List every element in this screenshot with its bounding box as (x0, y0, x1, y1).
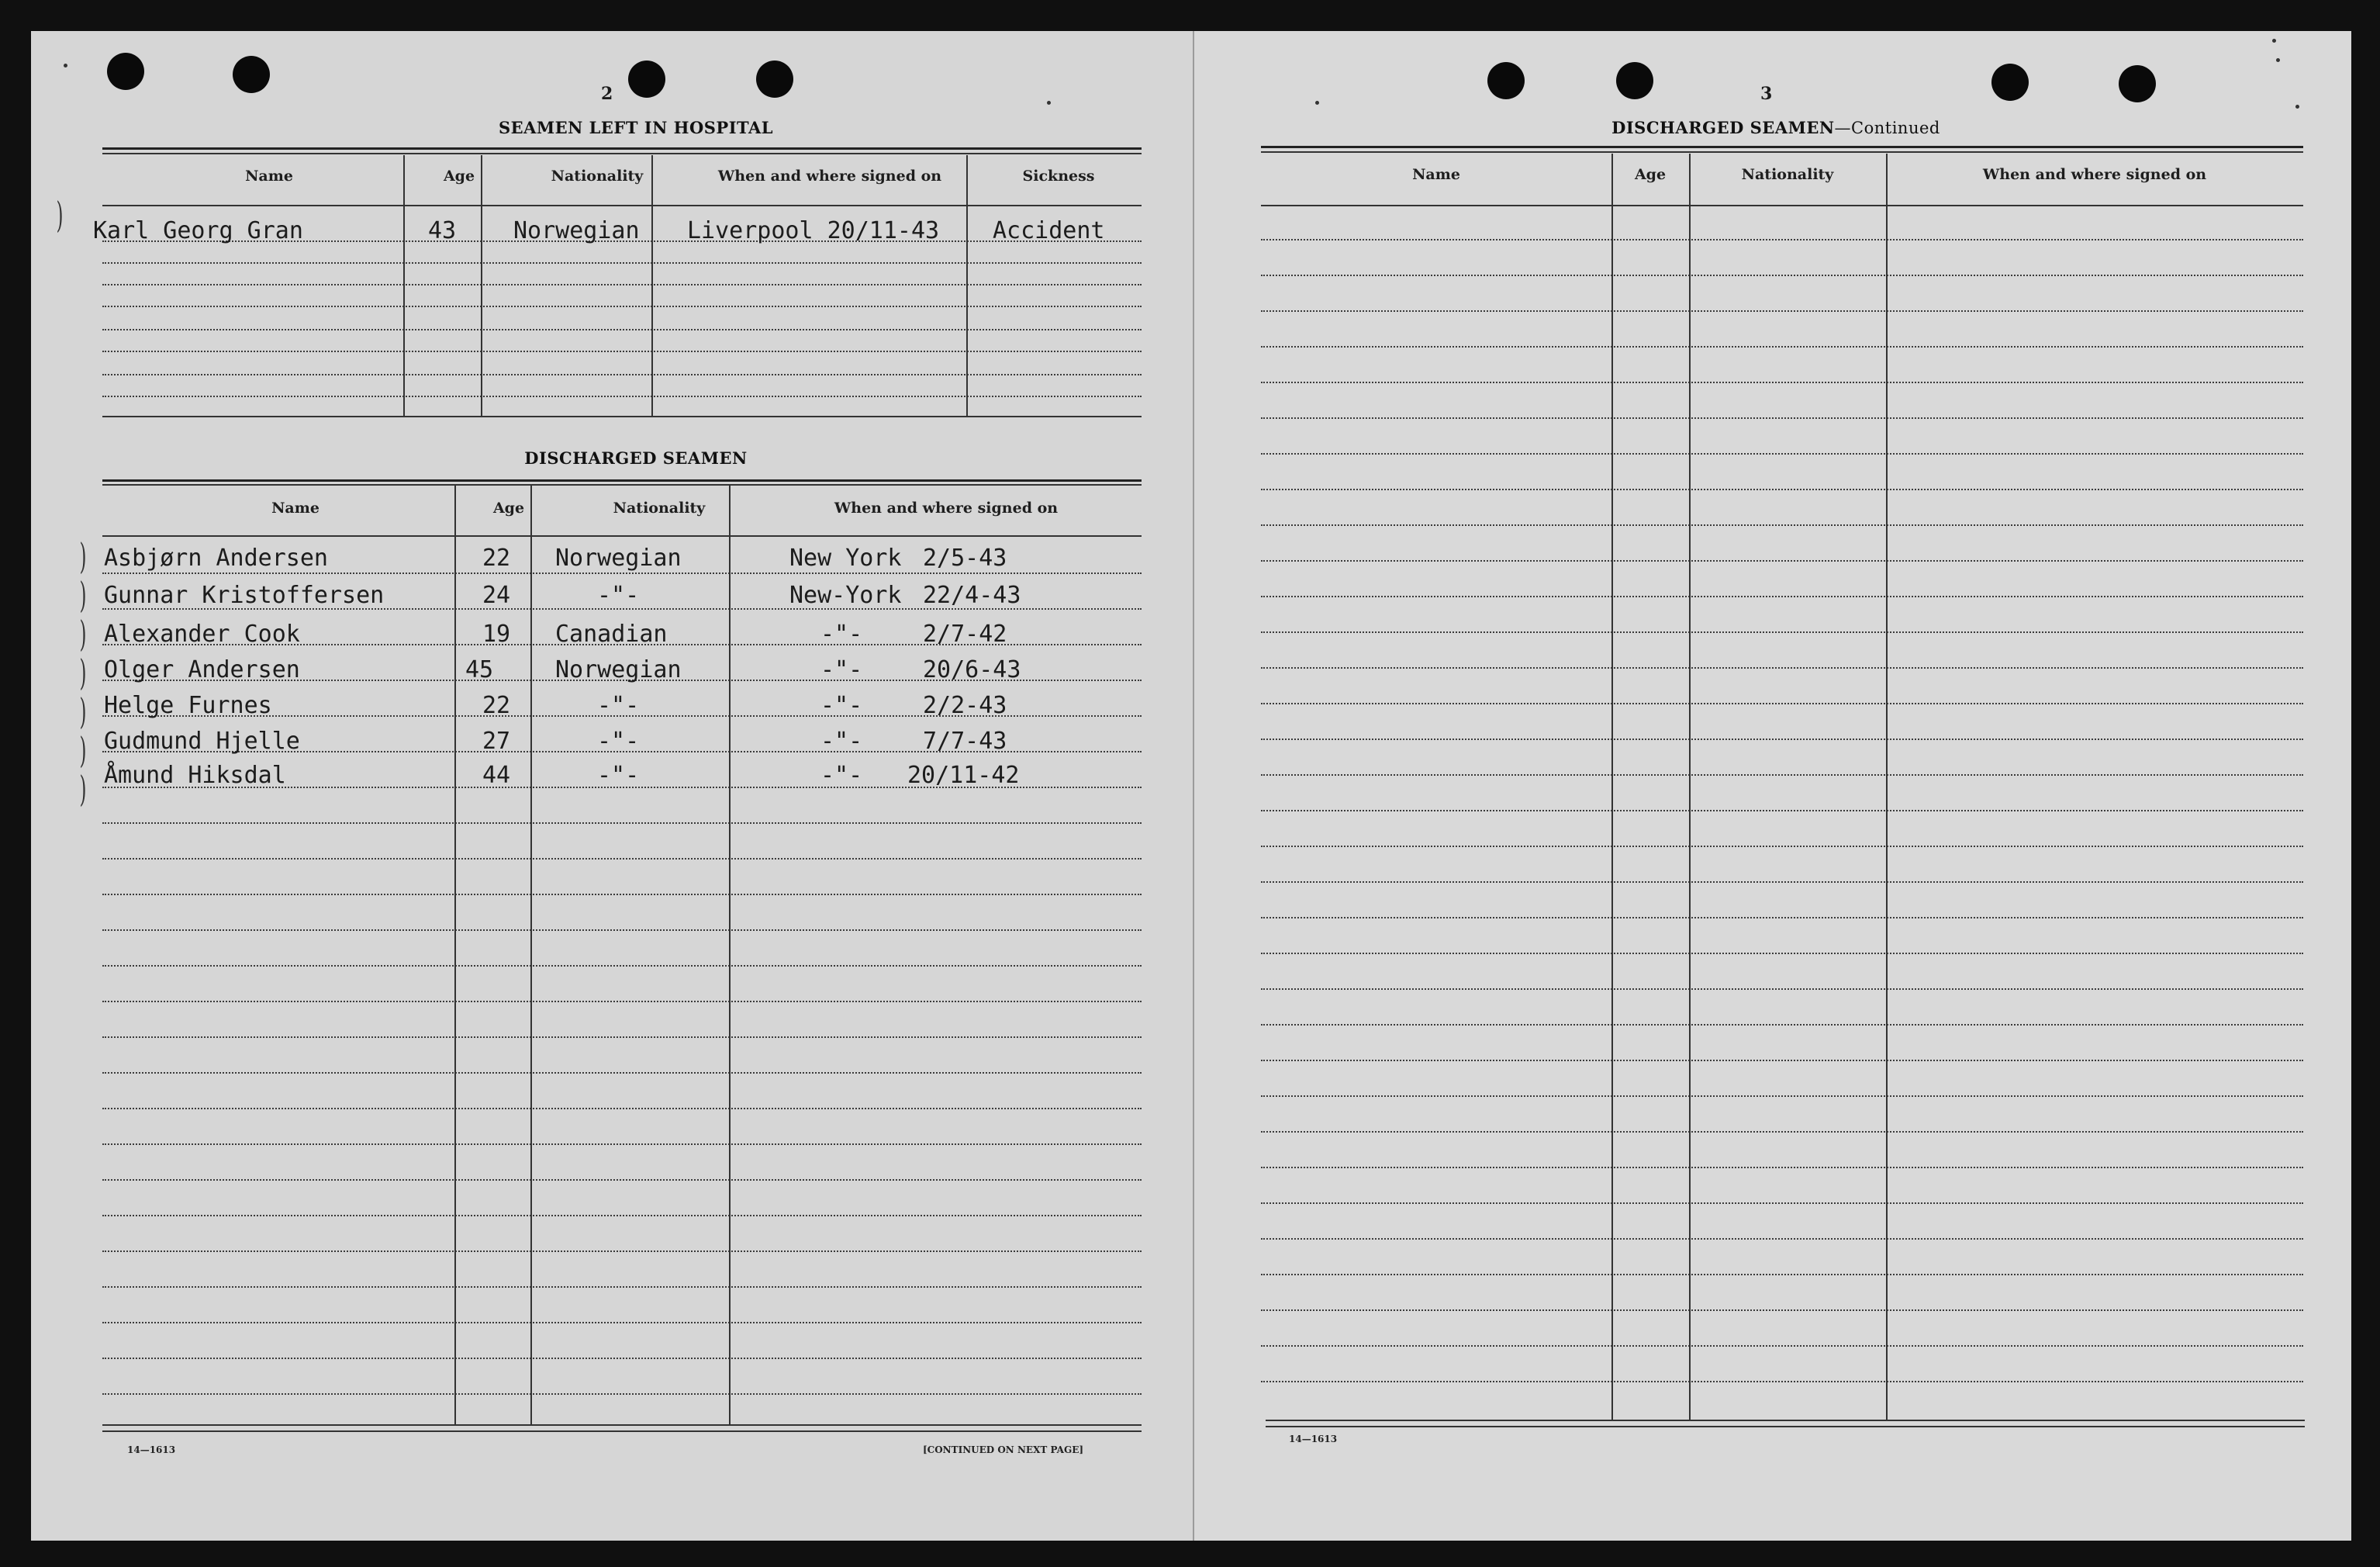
signed-on-date: 7/7-43 (923, 728, 1007, 755)
hospital-col-nationality: Nationality (551, 168, 644, 185)
discharged-col-name: Name (271, 500, 320, 517)
seaman-name: Gunnar Kristoffersen (104, 582, 385, 609)
table-rule (102, 535, 1142, 537)
paper-speck (2295, 105, 2299, 109)
table-line (1261, 1167, 2303, 1168)
table-line (1261, 417, 2303, 419)
table-line (102, 822, 1142, 824)
table-line (102, 1322, 1142, 1323)
table-line (102, 329, 1142, 330)
check-mark: ) (79, 768, 87, 810)
signed-on-date: 20/6-43 (923, 656, 1021, 683)
punch-hole (1487, 62, 1525, 99)
signed-on-date: 2/2-43 (923, 692, 1007, 719)
continued-col-name: Name (1412, 166, 1460, 183)
signed-on-date: 2/5-43 (923, 545, 1007, 572)
continued-section-title (1194, 118, 2351, 137)
table-line (102, 1393, 1142, 1395)
column-divider (1689, 154, 1691, 1420)
punch-hole (628, 61, 665, 98)
check-mark: ) (79, 574, 87, 616)
seaman-nationality: Norwegian (555, 545, 682, 572)
hospital-top-rule (102, 147, 1142, 150)
signed-on-place: New-York (789, 582, 902, 609)
table-line (1261, 596, 2303, 597)
table-line (1261, 1202, 2303, 1204)
section-title-suffix: —Continued (1834, 119, 1940, 137)
table-line (1261, 917, 2303, 918)
table-line (1261, 703, 2303, 704)
column-divider (1886, 154, 1888, 1420)
bottom-rule (102, 1424, 1142, 1426)
discharged-top-rule (102, 479, 1142, 482)
table-line (1261, 310, 2303, 312)
continued-top-rule (1261, 151, 2303, 153)
seaman-name: Asbjørn Andersen (104, 545, 328, 572)
continued-top-rule (1261, 146, 2303, 148)
hospital-col-name: Name (245, 168, 293, 185)
paper-speck (1315, 101, 1319, 105)
bottom-rule (1266, 1420, 2305, 1421)
table-line (102, 1143, 1142, 1145)
punch-hole (2119, 65, 2156, 102)
table-line (1261, 774, 2303, 776)
seaman-nationality: Norwegian (555, 656, 682, 683)
table-line (1261, 739, 2303, 740)
table-line (1261, 810, 2303, 811)
table-line (102, 1108, 1142, 1109)
hospital-section-title: SEAMEN LEFT IN HOSPITAL (498, 118, 774, 137)
check-mark: ) (79, 652, 87, 694)
seaman-nationality: -"- (597, 762, 640, 789)
column-divider (403, 155, 405, 417)
table-line (1261, 667, 2303, 669)
table-line (102, 894, 1142, 895)
table-line (1261, 988, 2303, 990)
hospital-sickness: Accident (993, 217, 1105, 244)
table-line (1261, 346, 2303, 348)
paper-speck (2276, 58, 2280, 62)
hospital-nationality: Norwegian (513, 217, 640, 244)
signed-on-place: -"- (820, 621, 863, 648)
table-line (1261, 1095, 2303, 1097)
table-line (1261, 631, 2303, 633)
table-line (1261, 881, 2303, 883)
column-divider (966, 155, 968, 417)
form-number: 14—1613 (1289, 1434, 1338, 1444)
paper-speck (2272, 39, 2276, 43)
left-page (31, 31, 1194, 1541)
continued-col-nationality: Nationality (1741, 166, 1834, 183)
table-line (1261, 953, 2303, 954)
table-line (102, 351, 1142, 352)
discharged-section-title: DISCHARGED SEAMEN (524, 448, 748, 468)
table-line (102, 1215, 1142, 1216)
discharged-col-nationality: Nationality (613, 500, 706, 517)
table-line (1261, 1060, 2303, 1061)
table-line (1261, 1309, 2303, 1311)
hospital-col-age: Age (443, 168, 475, 185)
table-line (1261, 382, 2303, 383)
discharged-top-rule (102, 484, 1142, 486)
table-line (1261, 1131, 2303, 1133)
paper-speck (64, 64, 67, 67)
page-number: 3 (1760, 84, 1773, 104)
bottom-rule (102, 1430, 1142, 1432)
paper-speck (1047, 101, 1051, 105)
discharged-col-age: Age (492, 500, 525, 517)
seaman-name: Alexander Cook (104, 621, 300, 648)
form-number: 14—1613 (127, 1444, 176, 1455)
table-line (102, 1250, 1142, 1252)
table-line (1261, 846, 2303, 847)
table-line (1261, 453, 2303, 455)
seaman-age: 19 (482, 621, 511, 648)
seaman-age: 44 (482, 762, 511, 789)
seaman-age: 45 (465, 656, 494, 683)
page-number: 2 (601, 84, 613, 104)
table-line (102, 858, 1142, 860)
hospital-age: 43 (428, 217, 457, 244)
hospital-col-signed-on: When and where signed on (717, 168, 942, 185)
signed-on-date: 20/11-42 (907, 762, 1020, 789)
section-title-main: DISCHARGED SEAMEN (1611, 118, 1835, 137)
check-mark: ) (79, 535, 87, 577)
check-mark: ) (56, 194, 64, 236)
column-divider (729, 486, 731, 1426)
seaman-name: Åmund Hiksdal (104, 762, 286, 789)
table-line (102, 572, 1142, 574)
signed-on-date: 22/4-43 (923, 582, 1021, 609)
table-line (1261, 1345, 2303, 1347)
signed-on-place: -"- (820, 728, 863, 755)
table-line (102, 374, 1142, 375)
seaman-age: 22 (482, 545, 511, 572)
column-divider (530, 486, 532, 1426)
seaman-age: 24 (482, 582, 511, 609)
punch-hole (1616, 62, 1653, 99)
table-line (102, 262, 1142, 264)
table-line (102, 1179, 1142, 1181)
seaman-nationality: -"- (597, 582, 640, 609)
table-line (102, 1001, 1142, 1002)
seaman-nationality: Canadian (555, 621, 668, 648)
signed-on-date: 2/7-42 (923, 621, 1007, 648)
check-mark: ) (79, 690, 87, 732)
seaman-nationality: -"- (597, 692, 640, 719)
table-line (102, 1358, 1142, 1359)
punch-hole (233, 56, 270, 93)
table-line (1261, 239, 2303, 240)
table-line (102, 306, 1142, 307)
check-mark: ) (79, 613, 87, 655)
table-line (102, 929, 1142, 931)
table-line (102, 284, 1142, 285)
seaman-name: Gudmund Hjelle (104, 728, 300, 755)
continued-col-signed-on: When and where signed on (1982, 166, 2207, 183)
bottom-rule (1266, 1426, 2305, 1427)
column-divider (481, 155, 482, 417)
seaman-name: Helge Furnes (104, 692, 272, 719)
table-rule (102, 205, 1142, 206)
punch-hole (107, 53, 144, 90)
table-line (102, 1036, 1142, 1038)
signed-on-place: -"- (820, 762, 863, 789)
continued-note: [CONTINUED ON NEXT PAGE] (923, 1444, 1084, 1455)
table-line (102, 965, 1142, 967)
table-line (1261, 1238, 2303, 1240)
discharged-col-signed-on: When and where signed on (834, 500, 1059, 517)
punch-hole (756, 61, 793, 98)
table-line (1261, 524, 2303, 526)
table-line (1261, 1381, 2303, 1382)
signed-on-place: New York (789, 545, 902, 572)
table-rule (1261, 205, 2303, 206)
seaman-name: Olger Andersen (104, 656, 300, 683)
table-line (102, 1286, 1142, 1288)
hospital-signed-on: Liverpool 20/11-43 (687, 217, 940, 244)
signed-on-place: -"- (820, 656, 863, 683)
continued-col-age: Age (1634, 166, 1667, 183)
table-rule (102, 416, 1142, 417)
column-divider (651, 155, 653, 417)
check-mark: ) (79, 729, 87, 771)
signed-on-place: -"- (820, 692, 863, 719)
seaman-age: 22 (482, 692, 511, 719)
table-line (1261, 275, 2303, 276)
hospital-top-rule (102, 153, 1142, 154)
table-line (1261, 560, 2303, 562)
table-line (1261, 489, 2303, 490)
hospital-col-sickness: Sickness (1022, 168, 1095, 185)
table-line (1261, 1024, 2303, 1026)
hospital-name: Karl Georg Gran (93, 217, 303, 244)
seaman-nationality: -"- (597, 728, 640, 755)
seaman-age: 27 (482, 728, 511, 755)
column-divider (454, 486, 456, 1426)
column-divider (1611, 154, 1613, 1420)
punch-hole (1991, 64, 2029, 101)
table-line (1261, 1274, 2303, 1275)
right-page (1194, 31, 2351, 1541)
table-line (102, 396, 1142, 397)
table-line (102, 1072, 1142, 1074)
